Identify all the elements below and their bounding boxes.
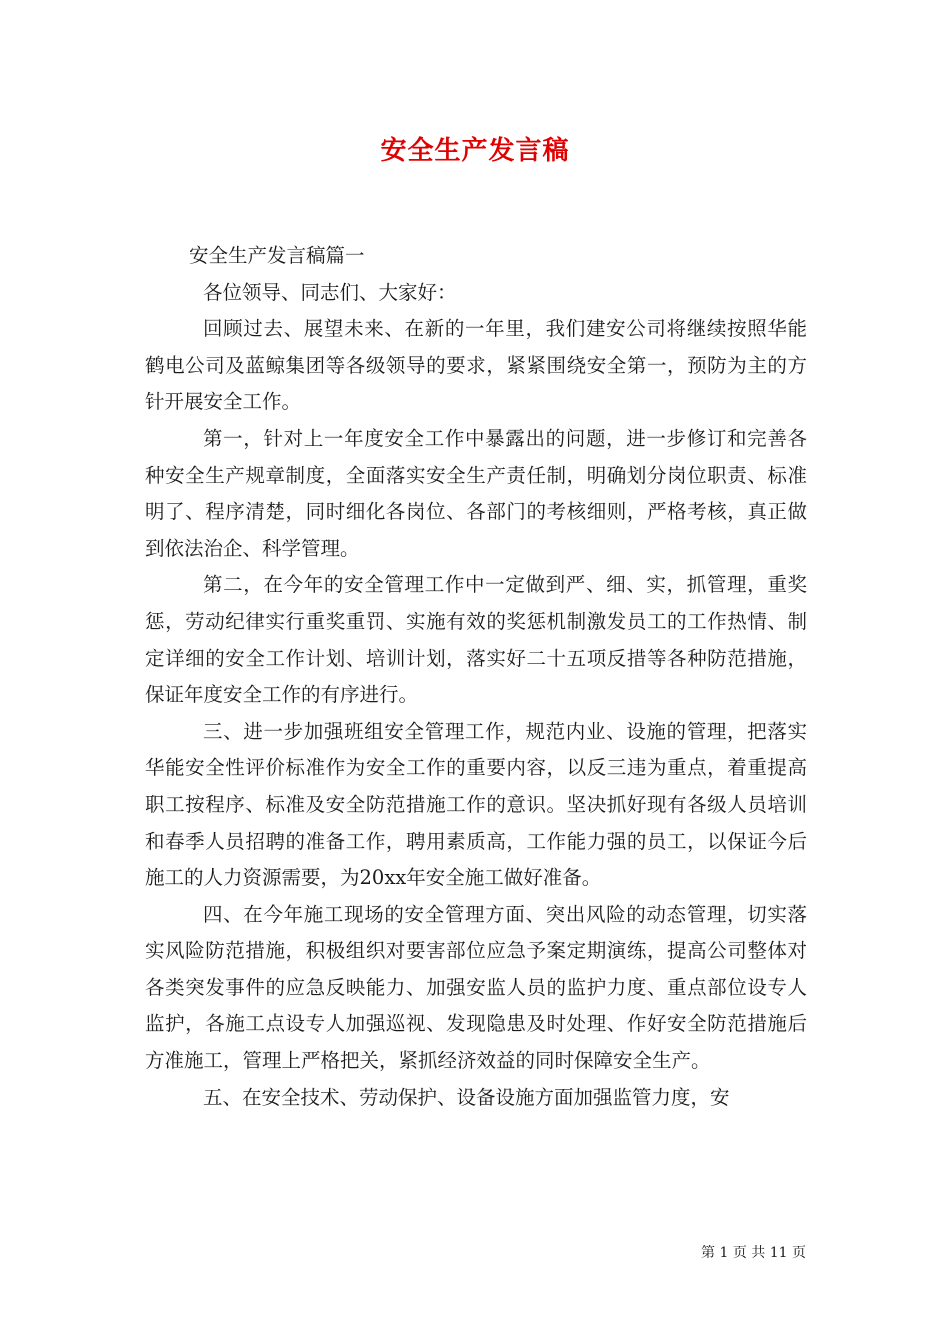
paragraph-review: 回顾过去、展望未来、在新的一年里，我们建安公司将继续按照华能鹤电公司及蓝鲸集团等各级领导的要求，紧紧围绕安全第一，预防为主的方针开展安全工作。 xyxy=(145,317,807,414)
paragraph-fourth: 四、在今年施工现场的安全管理方面、突出风险的动态管理，切实落实风险防范措施，积极组织对要害部位应急予案定期演练，提高公司整体对各类突发事件的应急反映能力、加强安监人员的监护力度、重点部位设专人监护，各施工点设专人加强巡视、发现隐患及时处理、作好安全防范措施后方准施工，管理上严格把关，紧抓经济效益的同时保障安全生产。 xyxy=(145,902,807,1073)
section-subtitle: 安全生产发言稿篇一 xyxy=(189,244,365,267)
paragraph-third: 三、进一步加强班组安全管理工作，规范内业、设施的管理，把落实华能安全性评价标准作为安全工作的重要内容，以反三违为重点，着重提高职工按程序、标准及安全防范措施工作的意识。坚决抓好现有各级人员培训和春季人员招聘的准备工作，聘用素质高，工作能力强的员工，以保证今后施工的人力资源需要，为20xx年安全施工做好准备。 xyxy=(145,719,807,890)
document-body xyxy=(145,238,807,1116)
page-number: 第 1 页 共 11 页 xyxy=(701,1245,806,1261)
greeting-line: 各位领导、同志们、大家好： xyxy=(203,280,457,304)
paragraph-first: 第一，针对上一年度安全工作中暴露出的问题，进一步修订和完善各种安全生产规章制度，全面落实安全生产责任制，明确划分岗位职责、标准明了、程序清楚，同时细化各岗位、各部门的考核细则，严格考核，真正做到依法治企、科学管理。 xyxy=(145,426,807,560)
paragraph-fifth: 五、在安全技术、劳动保护、设备设施方面加强监管力度，安 xyxy=(203,1085,730,1109)
document-title: 安全生产发言稿 xyxy=(380,136,570,166)
paragraph-second: 第二，在今年的安全管理工作中一定做到严、细、实，抓管理，重奖惩，劳动纪律实行重奖重罚、实施有效的奖惩机制激发员工的工作热情、制定详细的安全工作计划、培训计划，落实好二十五项反措等各种防范措施，保证年度安全工作的有序进行。 xyxy=(145,573,807,707)
